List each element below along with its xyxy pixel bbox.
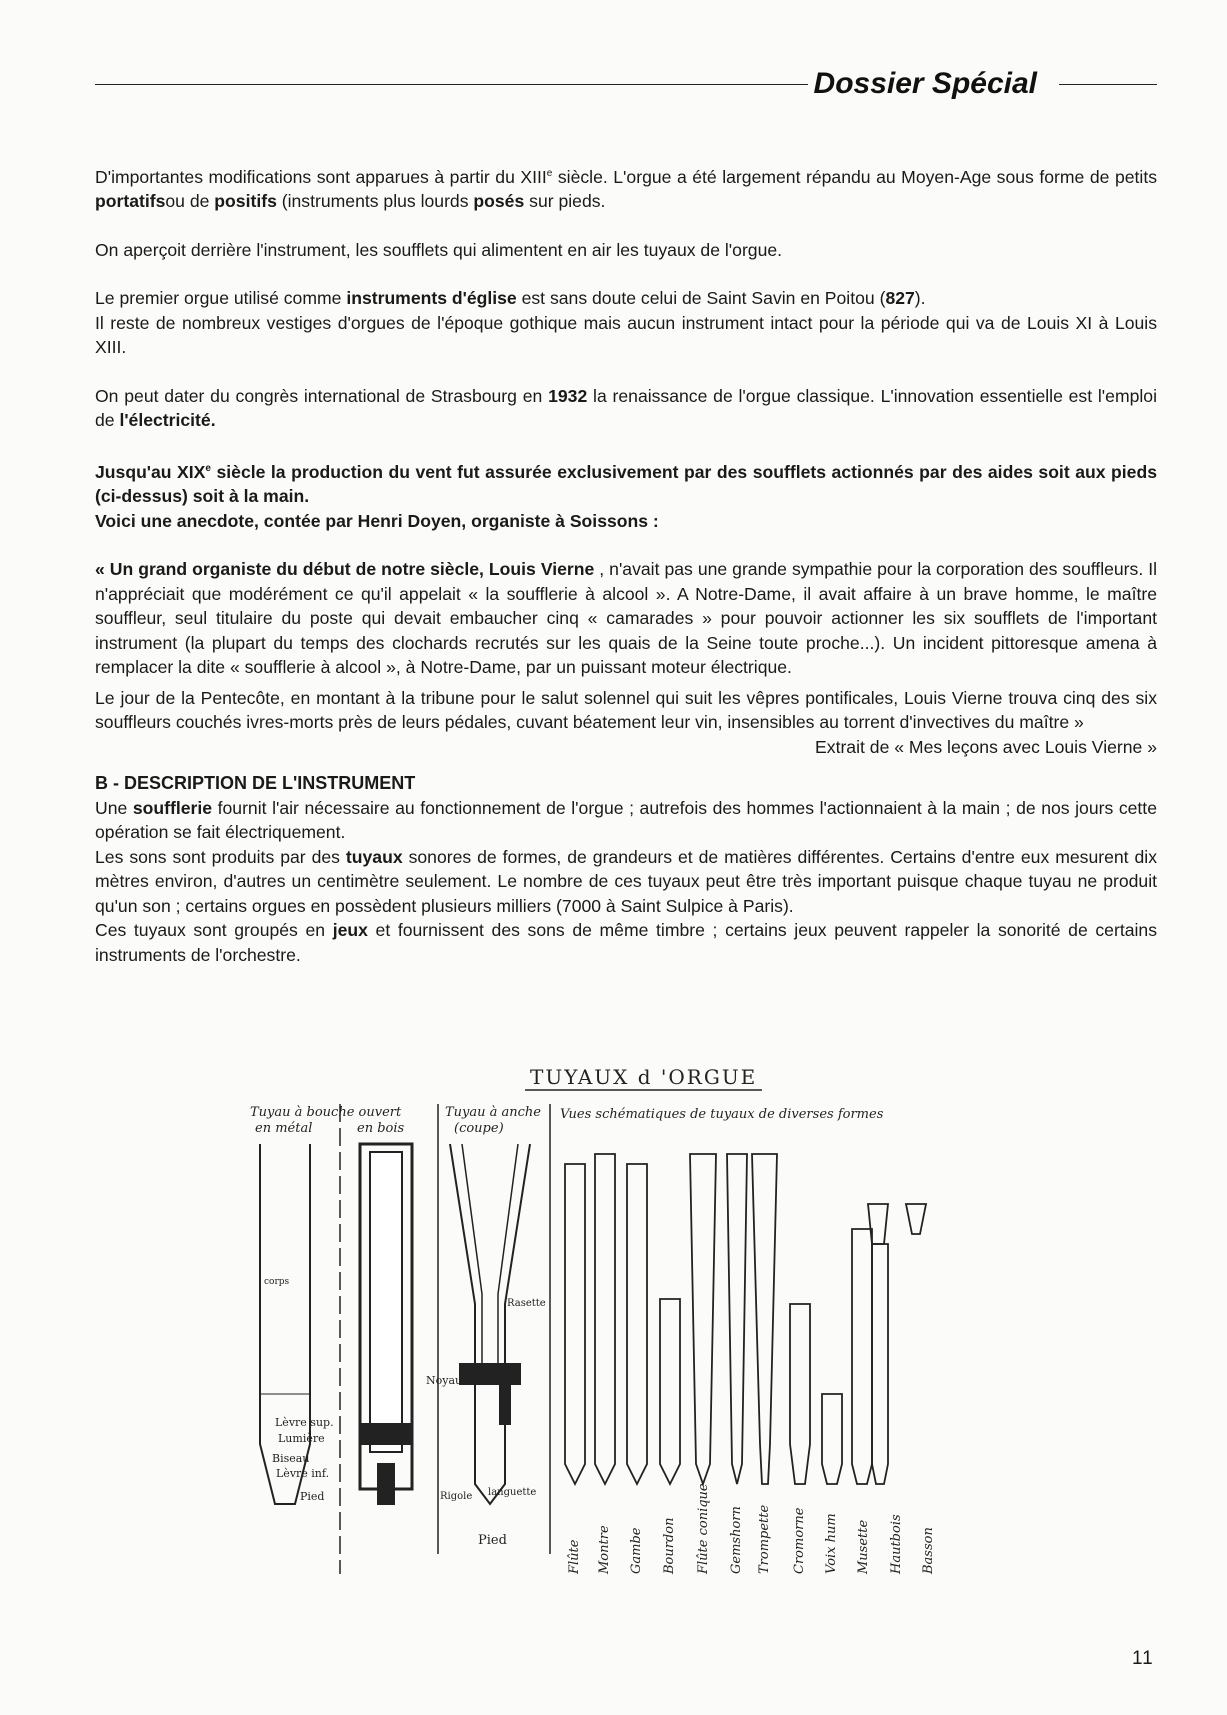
label-metal: en métal	[255, 1121, 313, 1136]
header-rule-left	[95, 84, 808, 85]
section-heading: B - DESCRIPTION DE L'INSTRUMENT	[95, 773, 416, 794]
page-header	[95, 62, 1157, 106]
paragraph-6-quote: « Un grand organiste du début de notre siècle, Louis Vierne , n'avait pas une grande sympathie pour la corporation des souffleurs. Il n'appréciait que modérément ce qu'il appelait « la soufflerie à alcool ». A Notre-Dame, il avait affaire à un brave homme, le maître souffleur, seul titulaire du poste qui devait embaucher cinq « camarades » pour pouvoir actionner les six soufflets de l'important instrument (la plupart du temps des clochards recrutés sur les quais de la Seine toute proche...). Un incident pittoresque amena à remplacer la dite « soufflerie à alcool », à Notre-Dame, par un puissant moteur électrique.	[95, 559, 1158, 678]
part-biseau: Biseau	[272, 1452, 310, 1465]
header-rule-right	[1059, 84, 1157, 85]
part-languette: languette	[488, 1487, 537, 1498]
article-body	[95, 162, 1157, 967]
part-pied-reed: Pied	[478, 1533, 507, 1548]
page-title: Dossier Spécial	[813, 67, 1037, 100]
pipe-name-bourdon: Bourdon	[662, 1517, 677, 1574]
label-schematic: Vues schématiques de tuyaux de diverses formes	[560, 1107, 884, 1122]
pipe-name-basson: Basson	[921, 1527, 936, 1574]
paragraph-7-quote: Le jour de la Pentecôte, en montant à la tribune pour le salut solennel qui suit les vêpres pontificales, Louis Vierne trouva cinq des six souffleurs couchés ivres-morts près de leurs pédales, cuvant béatement leur vin, insensibles au torrent d'invectives du maître »	[95, 687, 1157, 733]
part-rigole: Rigole	[440, 1491, 473, 1502]
part-levre-inf: Lèvre inf.	[276, 1467, 330, 1480]
pipe-name-gambe: Gambe	[629, 1527, 644, 1574]
part-levre-sup: Lèvre sup.	[275, 1416, 334, 1429]
label-section: (coupe)	[454, 1121, 504, 1136]
pipe-names	[567, 1483, 936, 1575]
quote-source: Extrait de « Mes leçons avec Louis Vierne »	[815, 736, 1157, 757]
part-noyau: Noyau	[426, 1374, 463, 1387]
label-open-pipe: Tuyau à bouche ouvert	[250, 1105, 402, 1120]
pipe-name-trompette: Trompette	[757, 1504, 772, 1574]
organ-pipes-figure	[240, 1064, 1040, 1604]
part-rasette: Rasette	[507, 1298, 546, 1309]
part-pied: Pied	[300, 1490, 325, 1503]
pipe-name-voix-hum: Voix hum	[824, 1513, 839, 1574]
pipe-name-montre: Montre	[597, 1525, 612, 1574]
pipe-name-musette: Musette	[856, 1519, 871, 1574]
schematic-pipes	[565, 1154, 926, 1484]
pipe-name-flute-conique: Flûte conique	[696, 1483, 711, 1574]
paragraph-8: Une soufflerie fournit l'air nécessaire au fonctionnement de l'orgue ; autrefois des hommes l'actionnaient à la main ; de nos jours cette opération se fait électriquement. Les sons sont produits par des tuyaux sonores de formes, de grandeurs et de matières différentes. Certains d'entre eux mesurent dix mètres environ, d'autres un centimètre seulement. Le nombre de ces tuyaux peut être très important puisque chaque tuyau ne produit qu'un son ; certains orgues en possèdent plusieurs milliers (7000 à Saint Sulpice à Paris). Ces tuyaux sont groupés en jeux et fournissent des sons de même timbre ; certains jeux peuvent rappeler la sonorité de certains instruments de l'orchestre.	[95, 797, 1157, 965]
label-reed-pipe: Tuyau à anche	[445, 1105, 541, 1120]
paragraph-1: D'importantes modifications sont apparues à partir du XIIIe siècle. L'orgue a été largement répandu au Moyen-Age sous forme de petits portatifsou de positifs (instruments plus lourds posés sur pieds.	[95, 166, 1157, 212]
pipe-name-cromorne: Cromorne	[792, 1507, 807, 1574]
part-lumiere: Lumière	[278, 1432, 325, 1445]
part-corps: corps	[264, 1277, 290, 1287]
page-number: 11	[1132, 1648, 1154, 1669]
pipe-name-hautbois: Hautbois	[889, 1514, 904, 1574]
paragraph-3: Le premier orgue utilisé comme instruments d'église est sans doute celui de Saint Savin en Poitou (827). Il reste de nombreux vestiges d'orgues de l'époque gothique mais aucun instrument intact pour la période qui va de Louis XI à Louis XIII.	[95, 288, 1157, 358]
pipe-name-flute: Flûte	[567, 1539, 582, 1574]
paragraph-2: On aperçoit derrière l'instrument, les soufflets qui alimentent en air les tuyaux de l'orgue.	[95, 239, 783, 260]
paragraph-5: Jusqu'au XIXe siècle la production du vent fut assurée exclusivement par des soufflets actionnés par des aides soit aux pieds (ci-dessus) soit à la main. Voici une anecdote, contée par Henri Doyen, organiste à Soissons :	[95, 461, 1157, 531]
paragraph-4: On peut dater du congrès international de Strasbourg en 1932 la renaissance de l'orgue classique. L'innovation essentielle est l'emploi de l'électricité.	[95, 385, 1157, 431]
label-wood: en bois	[357, 1121, 405, 1136]
figure-title: TUYAUX d 'ORGUE	[530, 1065, 758, 1089]
pipe-name-gemshorn: Gemshorn	[729, 1506, 744, 1574]
